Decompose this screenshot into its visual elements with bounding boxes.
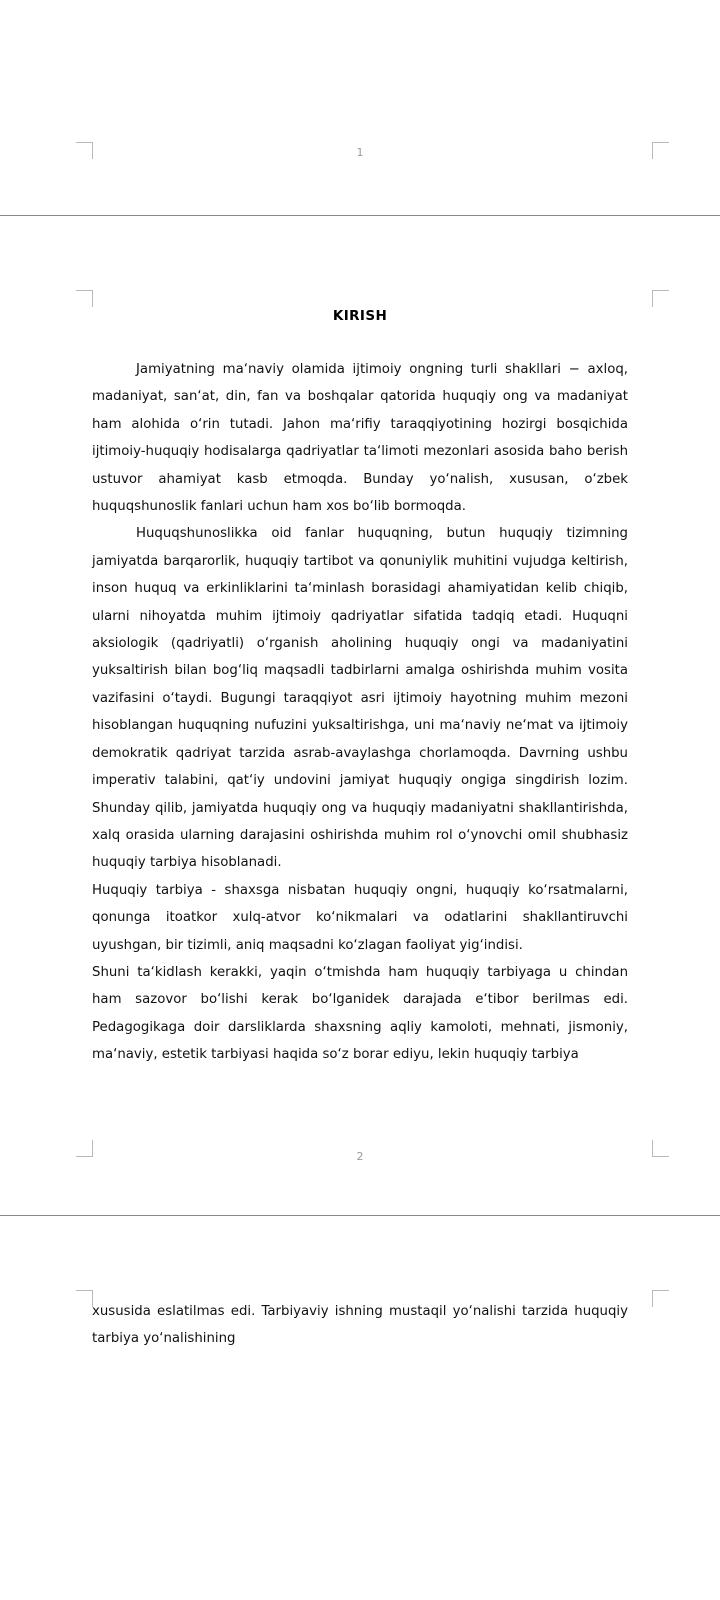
page-text-column bbox=[92, 308, 628, 1069]
crop-mark-top-left bbox=[76, 290, 93, 307]
page-number-2: 2 bbox=[356, 1150, 364, 1163]
paragraph-continuation: xususida eslatilmas edi. Tarbiyaviy ishning mustaqil yo‘nalishi tarzida huquqiy tarbiya yo‘nalishining bbox=[92, 1304, 628, 1347]
crop-mark-top-right bbox=[652, 1290, 669, 1307]
page-main bbox=[0, 216, 720, 1215]
page-text-column bbox=[92, 1298, 628, 1353]
paragraph-intro-2: Huquqshunoslikka oid fanlar huquqning, butun huquqiy tizimning jamiyatda barqarorlik, huquqiy tartibot va qonuniylik muhitini vujudga keltirish, inson huquq va erkinliklarini ta‘minlash borasidagi ahamiyatidan kelib chiqib, ularni nihoyatda muhim ijtimoiy qadriyatlar sifatida tadqiq etadi. Huquqni aksiologik (qadriyatli) o‘rganish aholining huquqiy ongi va madaniyatini yuksaltirish bilan bog‘liq maqsadli tadbirlarni amalga oshirishda muhim vosita vazifasini o‘taydi. Bugungi taraqqiyot asri ijtimoiy hayotning muhim mezoni hisoblangan huquqning nufuzini yuksaltirishga, uni ma‘naviy ne‘mat va ijtimoiy demokratik qadriyat tarzida asrab-avaylashga chorlamoqda. Davrning ushbu imperativ talabini, qat‘iy undovini jamiyat huquqiy ongiga singdirish lozim. Shunday qilib, jamiyatda huquqiy ong va huquqiy madaniyatni shakllantirishda, xalq orasida ularning darajasini oshirishda muhim rol o‘ynovchi omil shubhasiz huquqiy tarbiya hisoblanadi. bbox=[92, 526, 628, 871]
paragraph-intro-1: Jamiyatning ma‘naviy olamida ijtimoiy ongning turli shakllari − axloq, madaniyat, san‘at, din, fan va boshqalar qatorida huquqiy ong va madaniyat ham alohida o‘rin tutadi. Jahon ma‘rifiy taraqqiyotining hozirgi bosqichida ijtimoiy-huquqiy hodisalarga qadriyatlar ta‘limoti mezonlari asosida baho berish ustuvor ahamiyat kasb etmoqda. Bunday yo‘nalish, xususan, o‘zbek huquqshunoslik fanlari uchun ham xos bo‘lib bormoqda. bbox=[92, 362, 628, 515]
page-previous-tail bbox=[0, 0, 720, 215]
page-number-1: 1 bbox=[356, 146, 364, 159]
paragraph-intro-4: Shuni ta‘kidlash kerakki, yaqin o‘tmishda ham huquqiy tarbiyaga u chindan ham sazovor bo‘lishi kerak bo‘lganidek darajada e‘tibor berilmas edi. Pedagogikaga doir darsliklarda shaxsning aqliy kamoloti, mehnati, jismoniy, ma‘naviy, estetik tarbiyasi haqida so‘z borar ediyu, lekin huquqiy tarbiya bbox=[92, 964, 628, 1063]
page-title: KIRISH bbox=[332, 308, 388, 324]
crop-mark-top-left bbox=[76, 1290, 93, 1307]
page-next-head bbox=[0, 1216, 720, 1600]
crop-mark-top-right bbox=[652, 290, 669, 307]
paragraph-definition: Huquqiy tarbiya - shaxsga nisbatan huquqiy ongni, huquqiy ko‘rsatmalarni, qonunga itoatkor xulq-atvor ko‘nikmalari va odatlarini shakllantiruvchi uyushgan, bir tizimli, aniq maqsadni ko‘zlagan faoliyat yig‘indisi. bbox=[92, 882, 628, 953]
